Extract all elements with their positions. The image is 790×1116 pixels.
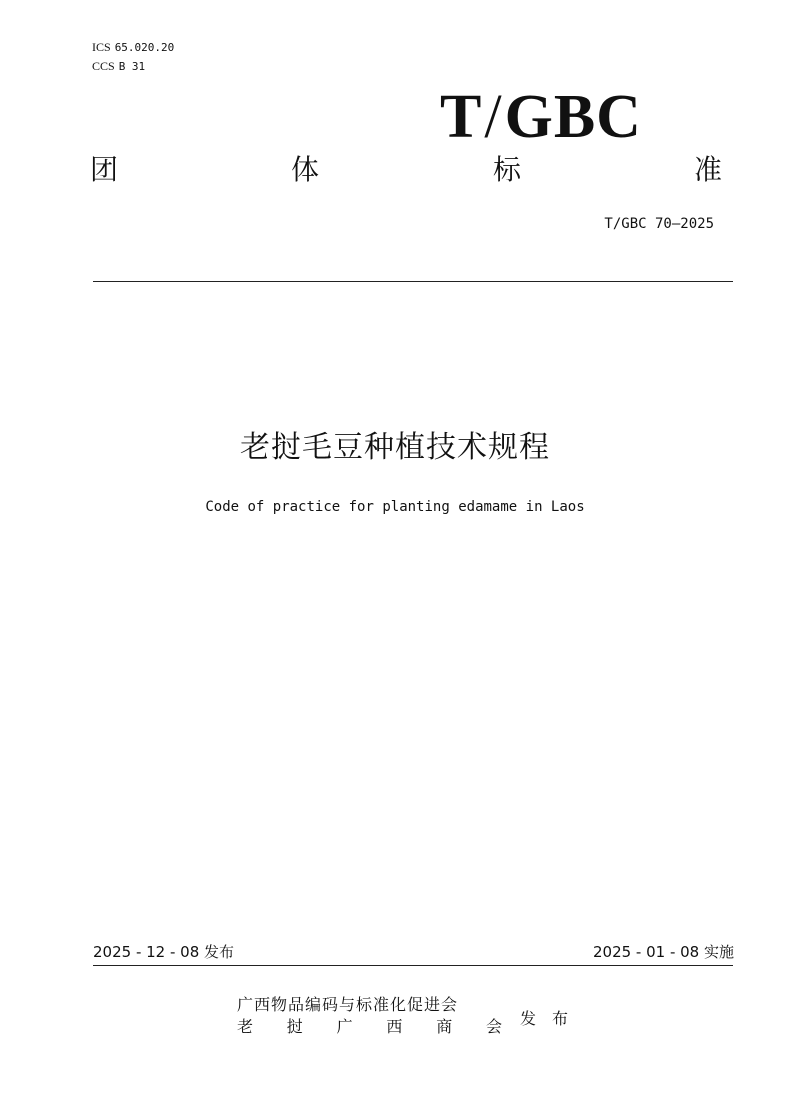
- issuer-1: 广西物品编码与标准化促进会: [237, 995, 459, 1014]
- ics-code: [92, 40, 174, 55]
- footer-divider: [93, 965, 733, 966]
- issuer-2-char: 广: [336, 1017, 353, 1036]
- issuer-2-char: 商: [436, 1017, 453, 1036]
- implementation-date: 2025 - 01 - 08 实施: [592, 943, 734, 961]
- issuing-organizations: [237, 994, 502, 1038]
- ccs-code: [92, 59, 145, 74]
- logo-slash: /: [484, 83, 503, 151]
- document-title-en: Code of practice for planting edamame in Laos: [205, 499, 585, 515]
- logo-suffix: GBC: [504, 83, 642, 151]
- standard-kind-char-4: 准: [694, 153, 723, 186]
- standard-kind-char-3: 标: [493, 153, 522, 186]
- ccs-label: CCS: [92, 59, 115, 73]
- logo-prefix: T: [440, 83, 483, 151]
- publish-label: 发布: [520, 1009, 585, 1028]
- ics-label: ICS: [92, 40, 111, 54]
- standard-kind-char-1: 团: [90, 153, 119, 186]
- standard-kind-char-2: 体: [291, 153, 320, 186]
- header-divider: [93, 281, 733, 282]
- issuer-2-char: 会: [485, 1017, 502, 1036]
- standard-number: T/GBC 70—2025: [604, 216, 714, 232]
- ics-value: 65.020.20: [114, 41, 175, 54]
- issuer-2-char: 西: [386, 1017, 403, 1036]
- issuer-2: [237, 1016, 502, 1038]
- issue-date: 2025 - 12 - 08 发布: [93, 943, 235, 961]
- issuer-2-char: 老: [237, 1017, 254, 1036]
- issuer-2-char: 挝: [286, 1017, 303, 1036]
- document-title-cn: 老挝毛豆种植技术规程: [240, 430, 550, 465]
- standard-logo: [440, 82, 642, 152]
- ccs-value: B 31: [118, 60, 146, 73]
